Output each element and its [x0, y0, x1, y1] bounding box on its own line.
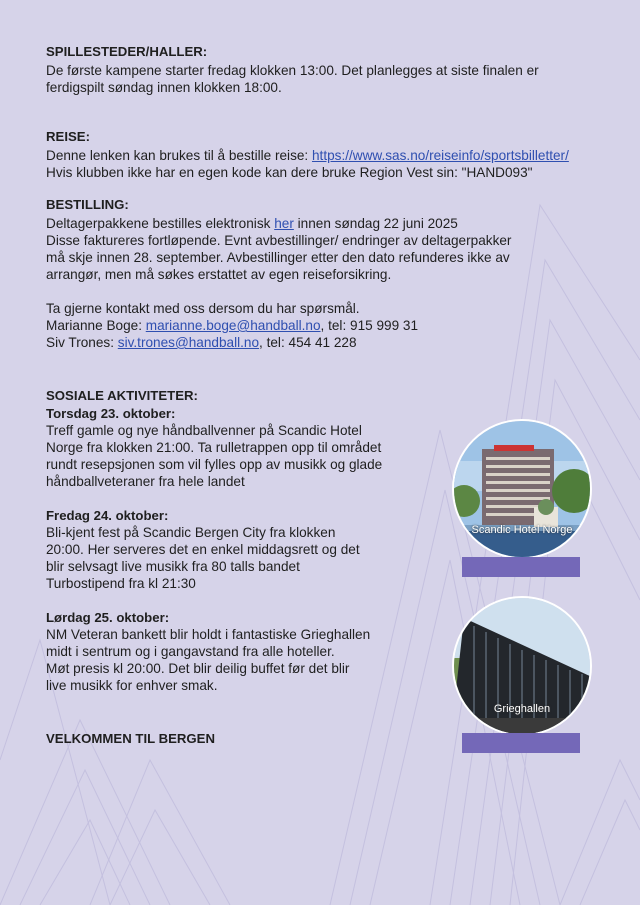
contact-intro: Ta gjerne kontakt med oss dersom du har spørsmål. [46, 301, 360, 316]
day-line: live musikk for enhver smak. [46, 678, 218, 693]
social-section [46, 387, 446, 694]
day-title: Torsdag 23. oktober: [46, 406, 176, 421]
social-heading: SOSIALE AKTIVITETER: [46, 388, 198, 403]
booking-line-1 [46, 215, 606, 232]
day-line: blir selvsagt live musikk fra 80 talls bandet [46, 559, 300, 574]
contact-name: Marianne Boge: [46, 318, 146, 333]
venues-line: ferdigspilt søndag innen klokken 18:00. [46, 80, 282, 95]
day-line: rundt resepsjonen som vil fylles opp av musikk og glade [46, 457, 383, 472]
grieghallen-illustration [454, 598, 592, 736]
travel-line-1 [46, 147, 606, 164]
day-line: midt i sentrum og i gangavstand fra alle hoteller. [46, 644, 335, 659]
day-line: Turbostipend fra kl 21:30 [46, 576, 196, 591]
day-title: Lørdag 25. oktober: [46, 610, 170, 625]
contact-phone: , tel: 454 41 228 [259, 335, 357, 350]
booking-section [46, 196, 606, 283]
hotel-caption: Scandic Hotel Norge [471, 524, 573, 536]
sas-link[interactable]: https://www.sas.no/reiseinfo/sportsbilletter/ [311, 148, 569, 163]
siv-email-link[interactable]: siv.trones@handball.no [117, 335, 260, 350]
booking-line: arrangør, men må søkes erstattet av egen reiseforsikring. [46, 267, 392, 282]
contact-person-2 [46, 334, 606, 351]
day-line: håndballveteraner fra hele landet [46, 474, 245, 489]
day-line: Norge fra klokken 21:00. Ta rulletrappen opp til området [46, 440, 382, 455]
grieghallen-caption: Grieghallen [493, 703, 551, 715]
travel-text: Denne lenken kan brukes til å bestille reise: [46, 148, 312, 163]
booking-line: Disse faktureres fortløpende. Evnt avbestillinger/ endringer av deltagerpakker [46, 233, 512, 248]
travel-section [46, 128, 606, 181]
grieghallen-photo [452, 596, 592, 736]
booking-here-link[interactable]: her [274, 216, 294, 231]
day-line: 20:00. Her serveres det en enkel middagsrett og det [46, 542, 360, 557]
venues-line: De første kampene starter fredag klokken 13:00. Det planlegges at siste finalen er [46, 63, 539, 78]
day-title: Fredag 24. oktober: [46, 508, 169, 523]
contact-person-1 [46, 317, 606, 334]
booking-line: må skje innen 28. september. Avbestillinger etter den dato refunderes ikke av [46, 250, 510, 265]
travel-line-2: Hvis klubben ikke har en egen kode kan dere bruke Region Vest sin: "HAND093" [46, 165, 533, 180]
booking-text: Deltagerpakkene bestilles elektronisk [46, 216, 275, 231]
marianne-email-link[interactable]: marianne.boge@handball.no [145, 318, 321, 333]
grieghallen-accent-bar [462, 733, 580, 753]
day-line: Bli-kjent fest på Scandic Bergen City fra klokken [46, 525, 336, 540]
day-line: Treff gamle og nye håndballvenner på Scandic Hotel [46, 423, 362, 438]
travel-heading: REISE: [46, 129, 90, 144]
hotel-photo [452, 419, 592, 559]
contact-name: Siv Trones: [46, 335, 118, 350]
venues-section [46, 43, 606, 96]
venues-heading: SPILLESTEDER/HALLER: [46, 44, 208, 59]
booking-text: innen søndag 22 juni 2025 [293, 216, 458, 231]
contact-phone: , tel: 915 999 31 [320, 318, 419, 333]
hotel-illustration [454, 421, 592, 559]
booking-heading: BESTILLING: [46, 197, 129, 212]
day-line: NM Veteran bankett blir holdt i fantastiske Grieghallen [46, 627, 371, 642]
day-line: Møt presis kl 20:00. Det blir deilig buffet før det blir [46, 661, 350, 676]
contact-section [46, 300, 606, 351]
closing-heading: VELKOMMEN TIL BERGEN [46, 731, 216, 746]
hotel-accent-bar [462, 557, 580, 577]
